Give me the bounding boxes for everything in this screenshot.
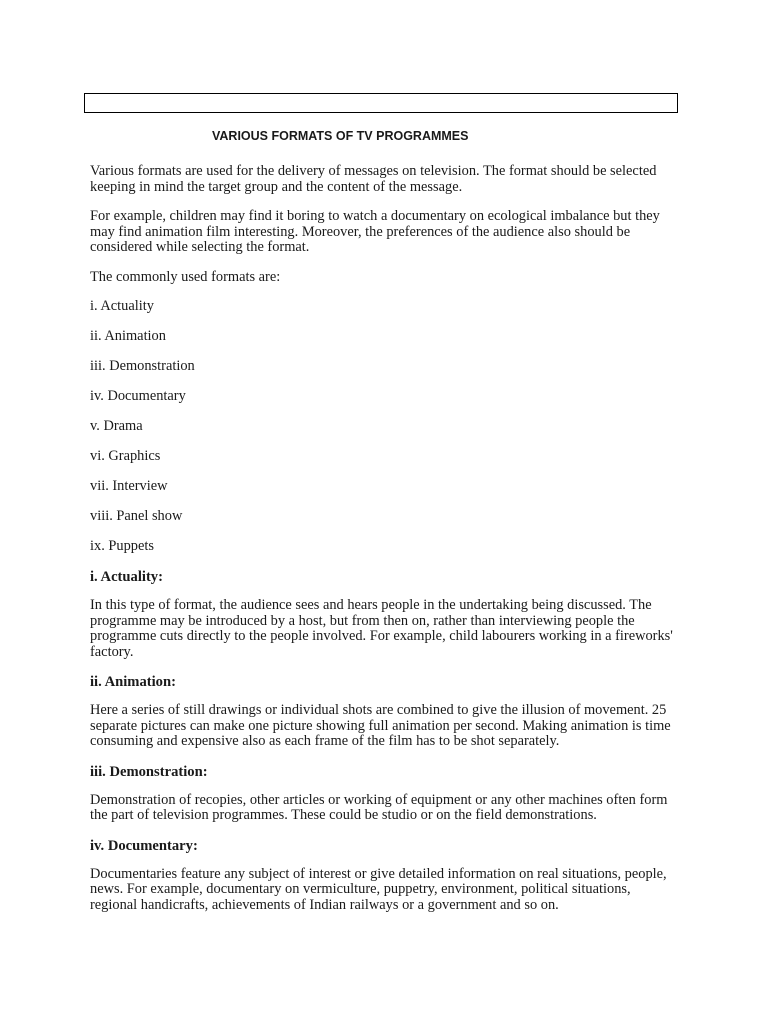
section-heading-animation: ii. Animation: xyxy=(90,674,176,690)
intro-paragraph: Various formats are used for the delivery of messages on television. The format should be selected keeping in mind the target group and the content of the message. xyxy=(90,163,657,195)
list-item: viii. Panel show xyxy=(90,508,183,524)
section-body-documentary: Documentaries feature any subject of interest or give detailed information on real situations, people, news. For example, documentary on vermiculture, puppetry, environment, political situations, regional handicrafts, achievements of Indian railways or a government and so on. xyxy=(90,865,667,913)
section-body-demonstration: Demonstration of recopies, other articles or working of equipment or any other machines often form the part of television programmes. These could be studio or on the field demonstrations. xyxy=(90,791,668,823)
list-item: i. Actuality xyxy=(90,298,154,314)
document-body xyxy=(90,164,680,927)
list-item: vi. Graphics xyxy=(90,448,161,464)
list-item: vii. Interview xyxy=(90,478,168,494)
section-body-animation: Here a series of still drawings or individual shots are combined to give the illusion of movement. 25 separate pictures can make one picture showing full animation per second. Making animation is time consuming and expensive also as each frame of the film has to be shot separately. xyxy=(90,702,671,749)
section-heading-demonstration: iii. Demonstration: xyxy=(90,763,208,780)
list-item: ix. Puppets xyxy=(90,538,154,554)
section-heading-documentary: iv. Documentary: xyxy=(90,837,198,854)
header-box xyxy=(84,93,678,113)
intro-paragraph: The commonly used formats are: xyxy=(90,268,281,285)
intro-paragraph: For example, children may find it boring to watch a documentary on ecological imbalance but they may find animation film interesting. Moreover, the preferences of the audience also should be considered while selecting the format. xyxy=(90,208,660,255)
list-item: iii. Demonstration xyxy=(90,358,195,374)
document-title: VARIOUS FORMATS OF TV PROGRAMMES xyxy=(212,129,469,143)
list-item: iv. Documentary xyxy=(90,388,186,404)
list-item: v. Drama xyxy=(90,418,143,434)
section-body-actuality: In this type of format, the audience sees and hears people in the undertaking being discussed. The programme may be introduced by a host, but from then on, rather than interviewing people the programme cuts directly to the people involved. For example, child labourers working in a fireworks' factory. xyxy=(90,597,673,660)
list-item: ii. Animation xyxy=(90,328,166,344)
formats-list xyxy=(90,299,680,569)
section-heading-actuality: i. Actuality: xyxy=(90,569,163,585)
